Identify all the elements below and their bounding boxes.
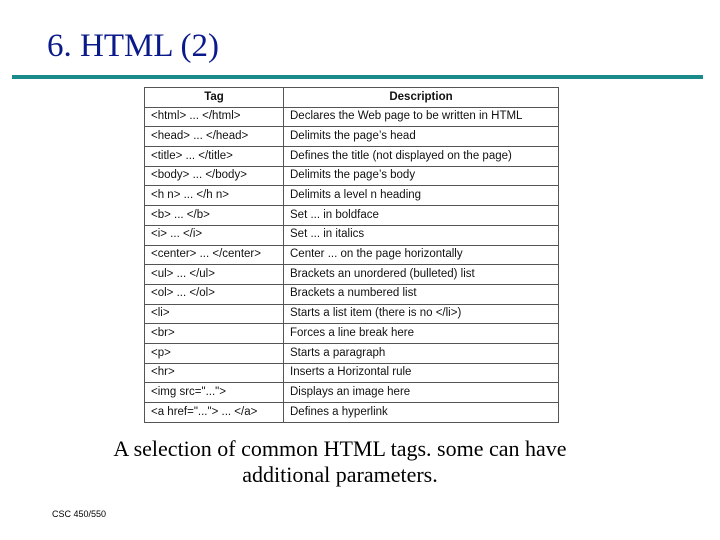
description-cell: Delimits the page’s body (284, 166, 559, 186)
tag-cell: <br> (145, 324, 284, 344)
description-cell: Forces a line break here (284, 324, 559, 344)
table-row (145, 107, 559, 127)
tag-cell: <li> (145, 304, 284, 324)
table-body (145, 107, 559, 422)
description-cell: Delimits the page’s head (284, 127, 559, 147)
html-tags-table (144, 87, 559, 423)
table-row (145, 186, 559, 206)
description-cell: Set ... in boldface (284, 206, 559, 226)
tag-cell: <ul> ... </ul> (145, 265, 284, 285)
table-row (145, 304, 559, 324)
caption-line: additional parameters. (242, 462, 438, 487)
table-row (145, 383, 559, 403)
tag-cell: <ol> ... </ol> (145, 284, 284, 304)
description-cell: Set ... in italics (284, 225, 559, 245)
description-cell: Delimits a level n heading (284, 186, 559, 206)
table-row (145, 343, 559, 363)
table-row (145, 127, 559, 147)
table-row (145, 265, 559, 285)
description-cell: Defines the title (not displayed on the page) (284, 147, 559, 167)
table-row (145, 147, 559, 167)
tag-cell: <p> (145, 343, 284, 363)
table-row (145, 245, 559, 265)
tag-cell: <center> ... </center> (145, 245, 284, 265)
description-cell: Brackets an unordered (bulleted) list (284, 265, 559, 285)
column-header-tag: Tag (145, 88, 284, 108)
tag-cell: <head> ... </head> (145, 127, 284, 147)
description-cell: Defines a hyperlink (284, 403, 559, 423)
description-cell: Starts a paragraph (284, 343, 559, 363)
table-row (145, 284, 559, 304)
description-cell: Starts a list item (there is no </li>) (284, 304, 559, 324)
caption-line: A selection of common HTML tags. some can have (113, 436, 567, 461)
slide-title: 6. HTML (2) (47, 28, 219, 64)
course-footer: CSC 450/550 (52, 509, 107, 519)
table-row (145, 206, 559, 226)
tag-cell: <i> ... </i> (145, 225, 284, 245)
column-header-description: Description (284, 88, 559, 108)
tag-cell: <html> ... </html> (145, 107, 284, 127)
description-cell: Displays an image here (284, 383, 559, 403)
table-row (145, 403, 559, 423)
tag-cell: <a href="..."> ... </a> (145, 403, 284, 423)
table-row (145, 324, 559, 344)
tag-cell: <b> ... </b> (145, 206, 284, 226)
table-row (145, 166, 559, 186)
table-header-row (145, 88, 559, 108)
tag-cell: <hr> (145, 363, 284, 383)
title-rule (12, 75, 703, 79)
table-row (145, 225, 559, 245)
tag-cell: <img src="..."> (145, 383, 284, 403)
tag-cell: <body> ... </body> (145, 166, 284, 186)
description-cell: Declares the Web page to be written in HTML (284, 107, 559, 127)
table-row (145, 363, 559, 383)
tag-cell: <h n> ... </h n> (145, 186, 284, 206)
description-cell: Inserts a Horizontal rule (284, 363, 559, 383)
tag-cell: <title> ... </title> (145, 147, 284, 167)
description-cell: Center ... on the page horizontally (284, 245, 559, 265)
description-cell: Brackets a numbered list (284, 284, 559, 304)
slide-caption (40, 436, 640, 488)
